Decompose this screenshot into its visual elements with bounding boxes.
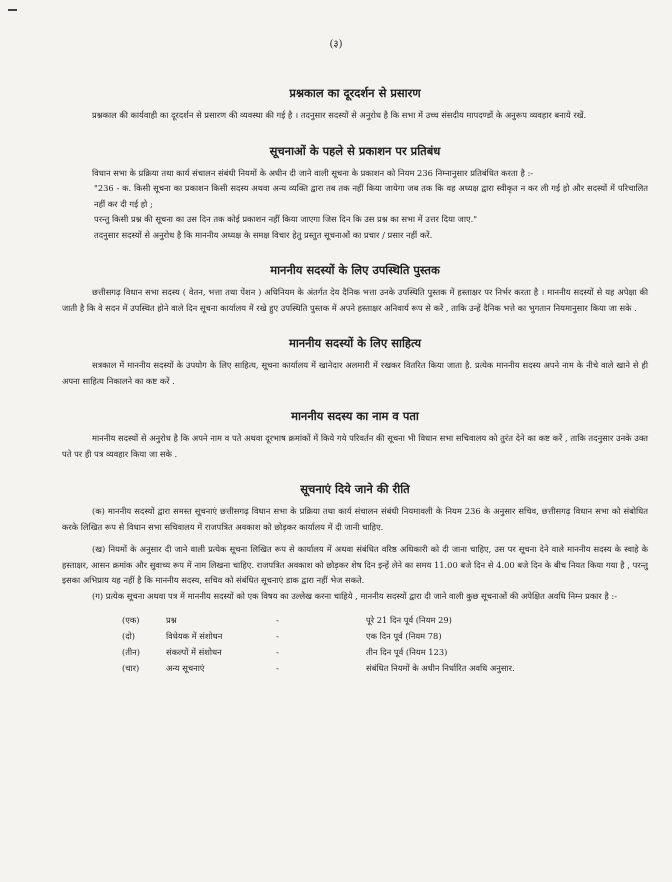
section-heading: माननीय सदस्यों के लिए साहित्य [288, 336, 422, 350]
notice-period-list [62, 612, 648, 676]
item-type: प्रश्न [166, 615, 177, 625]
page-number: (३) [329, 39, 343, 50]
item-dash: - [276, 647, 279, 657]
list-item [122, 612, 648, 628]
list-item [122, 660, 648, 676]
item-period: एक दिन पूर्व (नियम 78) [366, 631, 442, 641]
item-number: (चार) [122, 663, 140, 673]
section-publication-restriction [62, 144, 648, 244]
item-dash: - [276, 631, 279, 641]
paragraph: माननीय सदस्यों से अनुरोध है कि अपने नाम व पते अथवा दूरभाष क्रमांकों में किये गये परिवर्तन की सूचना भी विधान सभा सचिवालय को तुरंत देने का कष्ट करें , ताकि तदनुसार उनके उक्त पते पर ही पत्र व्यवहार किया जा सके . [62, 433, 648, 459]
item-period: तीन दिन पूर्व (नियम 123) [366, 647, 448, 657]
section-literature [62, 336, 648, 389]
list-item [122, 644, 648, 660]
item-dash: - [276, 615, 279, 625]
section-heading: सूचनाएं दिये जाने की रीति [300, 482, 410, 496]
rule-quote-proviso: परन्तु किसी प्रश्न की सूचना का उस दिन तक कोई प्रकाशन नहीं किया जाएगा जिस दिन कि उस प्रश्न का सभा में उत्तर दिया जाए." [94, 214, 478, 224]
rule-quote: "236 - क. किसी सूचना का प्रकाशन किसी सदस्य अथवा अन्य व्यक्ति द्वारा तब तक नहीं किया जायेगा जब तक कि वह अध्यक्ष द्वारा स्वीकृत न कर ली गई हो और सदस्यों में परिचालित नहीं कर दी गई हो ; [94, 183, 648, 209]
paragraph: विधान सभा के प्रक्रिया तथा कार्य संचालन संबंधी नियमों के अधीन दी जाने वाली सूचना के प्रकाशन को नियम 236 निम्नानुसार प्रतिबंधित करता है :- [92, 167, 534, 178]
paragraph: सत्रकाल में माननीय सदस्यों के उपयोग के लिए साहित्य, सूचना कार्यालय में खानेदार अलमारी में रखकर वितरित किया जाता है. प्रत्येक माननीय सदस्य अपने नाम के नीचे वाले खाने से ही अपना साहित्य निकालने का कष्ट करें . [62, 360, 648, 386]
item-number: (एक) [122, 615, 140, 625]
section-attendance-book [62, 263, 648, 316]
document-body [62, 86, 648, 696]
item-period: पूरे 21 दिन पूर्व (नियम 29) [366, 615, 452, 625]
section-heading: सूचनाओं के पहले से प्रकाशन पर प्रतिबंध [269, 143, 441, 158]
list-item [122, 628, 648, 644]
item-number: (तीन) [122, 647, 140, 657]
paragraph: (क) माननीय सदस्यों द्वारा समस्त सूचनाएं छत्तीसगढ़ विधान सभा के प्रक्रिया तथा कार्य संचालन संबंधी नियमावली के नियम 236 के अनुसार सचिव, छत्तीसगढ़ विधान सभा को संबोधित करके लिखित रूप से विधान सभा सचिवालय में राजपत्रित अवकाश को छोड़कर कार्यालय में दी जानी चाहिए. [62, 506, 648, 532]
scan-corner-mark [8, 9, 17, 11]
section-heading: प्रश्नकाल का दूरदर्शन से प्रसारण [289, 86, 421, 100]
item-dash: - [276, 663, 279, 673]
paragraph: छत्तीसगढ़ विधान सभा सदस्य ( वेतन, भत्ता तथा पेंशन ) अधिनियम के अंतर्गत देय दैनिक भत्ता उनके उपस्थिति पुस्तक में हस्ताक्षर पर निर्भर करता है । माननीय सदस्यों से यह अपेक्षा की जाती है कि वे सदन में उपस्थित होने वाले दिन सूचना कार्यालय में रखे हुए उपस्थिति पुस्तक में अपने हस्ताक्षर अनिवार्य रूप से करें , ताकि उन्हें दैनिक भत्ते का भुगतान नियमानुसार किया जा सके . [62, 287, 648, 313]
section-question-hour-broadcast [62, 86, 648, 124]
paragraph: तदनुसार सदस्यों से अनुरोध है कि माननीय अध्यक्ष के समक्ष विचार हेतु प्रस्तुत सूचनाओं का प्रचार / प्रसार नहीं करें. [94, 229, 433, 240]
item-number: (दो) [122, 631, 136, 641]
paragraph: (ग) प्रत्येक सूचना अथवा पत्र में माननीय सदस्यों को एक विषय का उल्लेख करना चाहिये , माननीय सदस्यों द्वारा दी जाने वाली कुछ सूचनाओं की अपेक्षित अवधि निम्न प्रकार है :- [92, 590, 618, 601]
item-period: संबंधित नियमों के अधीन निर्धारित अवधि अनुसार. [366, 663, 515, 673]
paragraph: (ख) नियमों के अनुसार दी जाने वाली प्रत्येक सूचना लिखित रूप से कार्यालय में अथवा संबंधित वरिष्ठ अधिकारी को दी जाना चाहिए, उस पर सूचना देने वाले माननीय सदस्य के स्वाहे के हस्ताक्षर, आसन क्रमांक और सुवाच्य रूप में नाम लिखना चाहिए. राजपत्रित अवकाश को छोड़कर शेष दिन इन्हें लेने का समय 11.00 बजे दिन से 4.00 बजे दिन के बीच नियत किया गया है , परन्तु इसका अभिप्राय यह नहीं है कि माननीय सदस्य, सचिव को संबंधित सूचनाएं डाक द्वारा नहीं भेज सकते. [62, 544, 648, 585]
section-heading: माननीय सदस्य का नाम व पता [291, 409, 419, 423]
item-type: अन्य सूचनाएं [166, 663, 205, 673]
section-notice-method [62, 482, 648, 676]
section-heading: माननीय सदस्यों के लिए उपस्थिति पुस्तक [270, 263, 440, 277]
item-type: विधेयक में संशोधन [166, 631, 223, 641]
paragraph: प्रश्नकाल की कार्यवाही का दूरदर्शन से प्रसारण की व्यवस्था की गई है । तदनुसार सदस्यों से अनुरोध है कि सभा में उच्च संसदीय मापदण्डों के अनुरूप व्यवहार बनाये रखें. [92, 110, 587, 120]
item-type: संकल्पों में संशोधन [166, 647, 222, 657]
section-name-address [62, 409, 648, 462]
